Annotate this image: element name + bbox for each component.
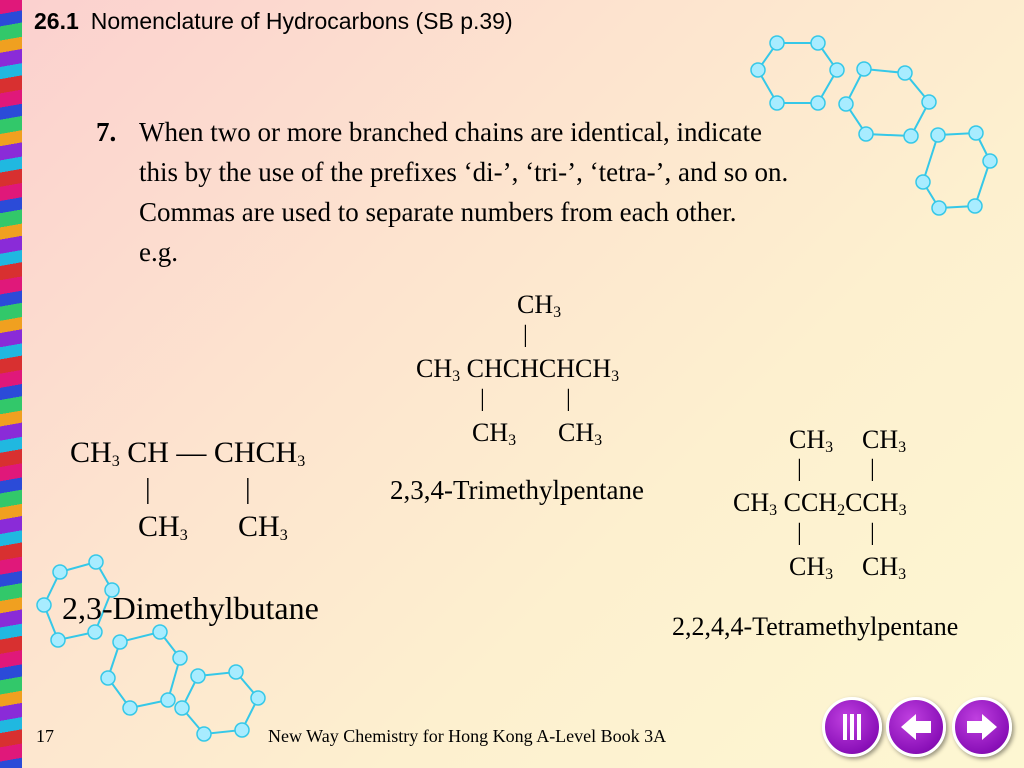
compound-name: 2,2,4,4-Tetramethylpentane — [672, 612, 959, 641]
formula-main-chain: $CH_3$ CH — $CHCH_3$ — [70, 436, 306, 470]
bond-line: | — [870, 520, 875, 546]
point-line: When two or more branched chains are identical, indicate — [139, 117, 762, 147]
formula-branch: $CH_3$ — [138, 510, 188, 544]
formula-branch: $CH_3$ — [472, 418, 517, 449]
bond-line: | — [145, 474, 151, 505]
point-line: e.g. — [139, 237, 178, 267]
formula-main-chain: $CH_3$ $CHCHCHCH_3$ — [416, 354, 620, 385]
forward-button[interactable] — [952, 697, 1012, 757]
compound-name: 2,3-Dimethylbutane — [62, 590, 319, 626]
formula-branch: $CH_3$ — [558, 418, 603, 449]
bond-line: | — [797, 520, 802, 546]
rule-point — [96, 112, 896, 272]
menu-icon — [825, 700, 879, 754]
back-button[interactable] — [886, 697, 946, 757]
bond-line: | — [797, 456, 802, 482]
point-line: this by the use of the prefixes ‘di-’, ‘tri-’, ‘tetra-’, and so on. — [139, 157, 789, 187]
page-number: 17 — [36, 726, 54, 746]
point-number: 7. — [96, 117, 117, 147]
formula-branch: $CH_3$ — [862, 425, 907, 456]
formula-branch: $CH_3$ — [789, 552, 834, 583]
formula-branch: $CH_3$ — [238, 510, 288, 544]
bond-line: | — [870, 456, 875, 482]
section-number: 26.1 — [34, 8, 79, 34]
formula-branch: $CH_3$ — [517, 290, 562, 321]
slide-title: Nomenclature of Hydrocarbons (SB p.39) — [90, 8, 513, 34]
menu-button[interactable] — [822, 697, 882, 757]
bond-line: | — [566, 386, 571, 412]
slide-header — [34, 8, 513, 35]
hexagon-decoration-bottom-left — [30, 550, 280, 745]
bond-line: | — [480, 386, 485, 412]
formula-main-chain: $CH_3$ $CCH_2CCH_3$ — [733, 488, 907, 519]
compound-name: 2,3,4-Trimethylpentane — [390, 475, 644, 505]
formula-branch: $CH_3$ — [789, 425, 834, 456]
back-arrow-icon — [889, 700, 943, 754]
book-title: New Way Chemistry for Hong Kong A-Level Book 3A — [268, 726, 667, 746]
point-line: Commas are used to separate numbers from each other. — [139, 197, 737, 227]
decorative-left-stripe — [0, 0, 22, 768]
forward-arrow-icon — [955, 700, 1009, 754]
bond-line: | — [523, 322, 528, 348]
bond-line: | — [245, 474, 251, 505]
formula-branch: $CH_3$ — [862, 552, 907, 583]
